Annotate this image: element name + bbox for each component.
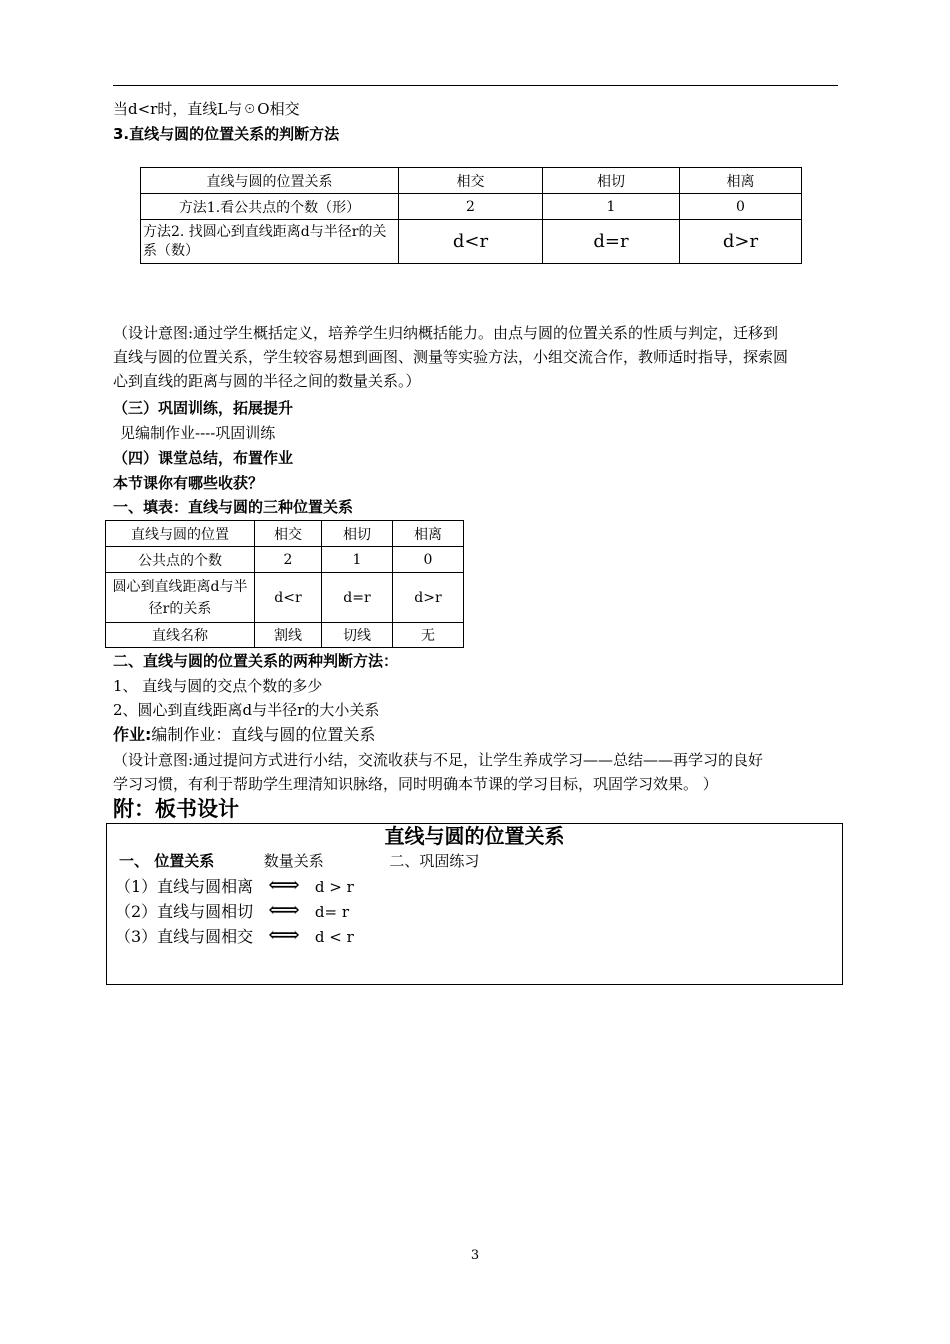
board-col3: 二、巩固练习: [389, 852, 480, 870]
fill-table-title: 一、填表：直线与圆的三种位置关系: [113, 498, 354, 516]
board-item: [115, 923, 354, 948]
page-number: 3: [470, 1248, 480, 1263]
section3-title: 3.直线与圆的位置关系的判断方法: [113, 125, 340, 143]
header-rule: [113, 85, 838, 86]
t2-r2-0: 圆心到直线距离d与半径r的关系: [106, 573, 255, 623]
t2-r1-3: 0: [393, 547, 464, 573]
t1-header-0: 直线与圆的位置关系: [141, 168, 399, 194]
t1-r1-2: 1: [543, 194, 680, 220]
board-title: 直线与圆的位置关系: [384, 824, 565, 848]
t2-r1-0: 公共点的个数: [106, 547, 255, 573]
design-intent-1: [113, 321, 843, 393]
board-col1: 一、 位置关系: [119, 852, 215, 870]
design-intent-2: [113, 748, 843, 796]
t2-header-2: 相切: [322, 521, 393, 547]
board-item: [115, 898, 350, 923]
t2-r3-0: 直线名称: [106, 623, 255, 648]
section-four-title: （四）课堂总结，布置作业: [113, 449, 294, 467]
t1-r1-0: 方法1.看公共点的个数（形）: [141, 194, 399, 220]
homework-text: 编制作业：直线与圆的位置关系: [151, 725, 376, 744]
t1-r2-1: d<r: [399, 220, 543, 264]
board-item: [115, 873, 354, 898]
board-item-right: d < r: [314, 928, 354, 946]
homework-label: 作业:: [113, 725, 152, 744]
summary-table: [105, 520, 464, 648]
t2-r1-2: 1: [322, 547, 393, 573]
t2-r2-1: d<r: [255, 573, 322, 623]
gains-question: 本节课你有哪些收获？: [113, 474, 264, 492]
method-1: 1、 直线与圆的交点个数的多少: [113, 677, 323, 695]
t2-header-0: 直线与圆的位置: [106, 521, 255, 547]
t2-r3-3: 无: [393, 623, 464, 648]
board-item-right: d > r: [314, 878, 354, 896]
design2-line2: 学习习惯，有利于帮助学生理清知识脉络，同时明确本节课的学习目标，巩固学习效果。 ）: [113, 775, 718, 793]
equivalence-arrow-icon: ⟺: [268, 923, 300, 948]
equivalence-arrow-icon: ⟺: [268, 898, 300, 923]
board-heading: 附：板书设计: [113, 797, 239, 821]
board-design-box: [106, 823, 843, 985]
t2-r3-2: 切线: [322, 623, 393, 648]
board-item-left: （3）直线与圆相交: [115, 927, 254, 946]
board-item-left: （1）直线与圆相离: [115, 877, 254, 896]
t2-r1-1: 2: [255, 547, 322, 573]
t1-r2-3: d>r: [680, 220, 802, 264]
t2-header-1: 相交: [255, 521, 322, 547]
t1-header-1: 相交: [399, 168, 543, 194]
intro-line: 当d<r时，直线L与☉O相交: [113, 100, 300, 118]
t1-r2-0: 方法2. 找圆心到直线距离d与半径r的关系（数）: [141, 220, 399, 264]
judgement-table: [140, 167, 802, 264]
method-2: 2、圆心到直线距离d与半径r的大小关系: [113, 701, 380, 719]
t2-r3-1: 割线: [255, 623, 322, 648]
t2-r2-2: d=r: [322, 573, 393, 623]
design1-line1: （设计意图:通过学生概括定义，培养学生归纳概括能力。由点与圆的位置关系的性质与判定，迁移到: [113, 324, 779, 342]
t1-header-2: 相切: [543, 168, 680, 194]
board-item-left: （2）直线与圆相切: [115, 902, 254, 921]
board-col2: 数量关系: [263, 852, 324, 870]
t1-r1-1: 2: [399, 194, 543, 220]
design1-line2: 直线与圆的位置关系，学生较容易想到画图、测量等实验方法，小组交流合作，教师适时指导，探索圆: [113, 348, 789, 366]
equivalence-arrow-icon: ⟺: [268, 873, 300, 898]
t1-header-3: 相离: [680, 168, 802, 194]
homework-reference: 见编制作业----巩固训练: [120, 424, 276, 442]
methods-title: 二、直线与圆的位置关系的两种判断方法：: [113, 652, 399, 670]
t1-r2-2: d=r: [543, 220, 680, 264]
t2-r2-3: d>r: [393, 573, 464, 623]
homework-line: [113, 725, 375, 745]
design2-line1: （设计意图:通过提问方式进行小结，交流收获与不足，让学生养成学习——总结——再学习的良好: [113, 751, 764, 769]
board-item-right: d= r: [314, 903, 350, 921]
design1-line3: 心到直线的距离与圆的半径之间的数量关系。）: [113, 372, 421, 390]
section-three-title: （三）巩固训练，拓展提升: [113, 399, 294, 417]
t2-header-3: 相离: [393, 521, 464, 547]
t1-r1-3: 0: [680, 194, 802, 220]
board-col-header: [119, 851, 479, 871]
